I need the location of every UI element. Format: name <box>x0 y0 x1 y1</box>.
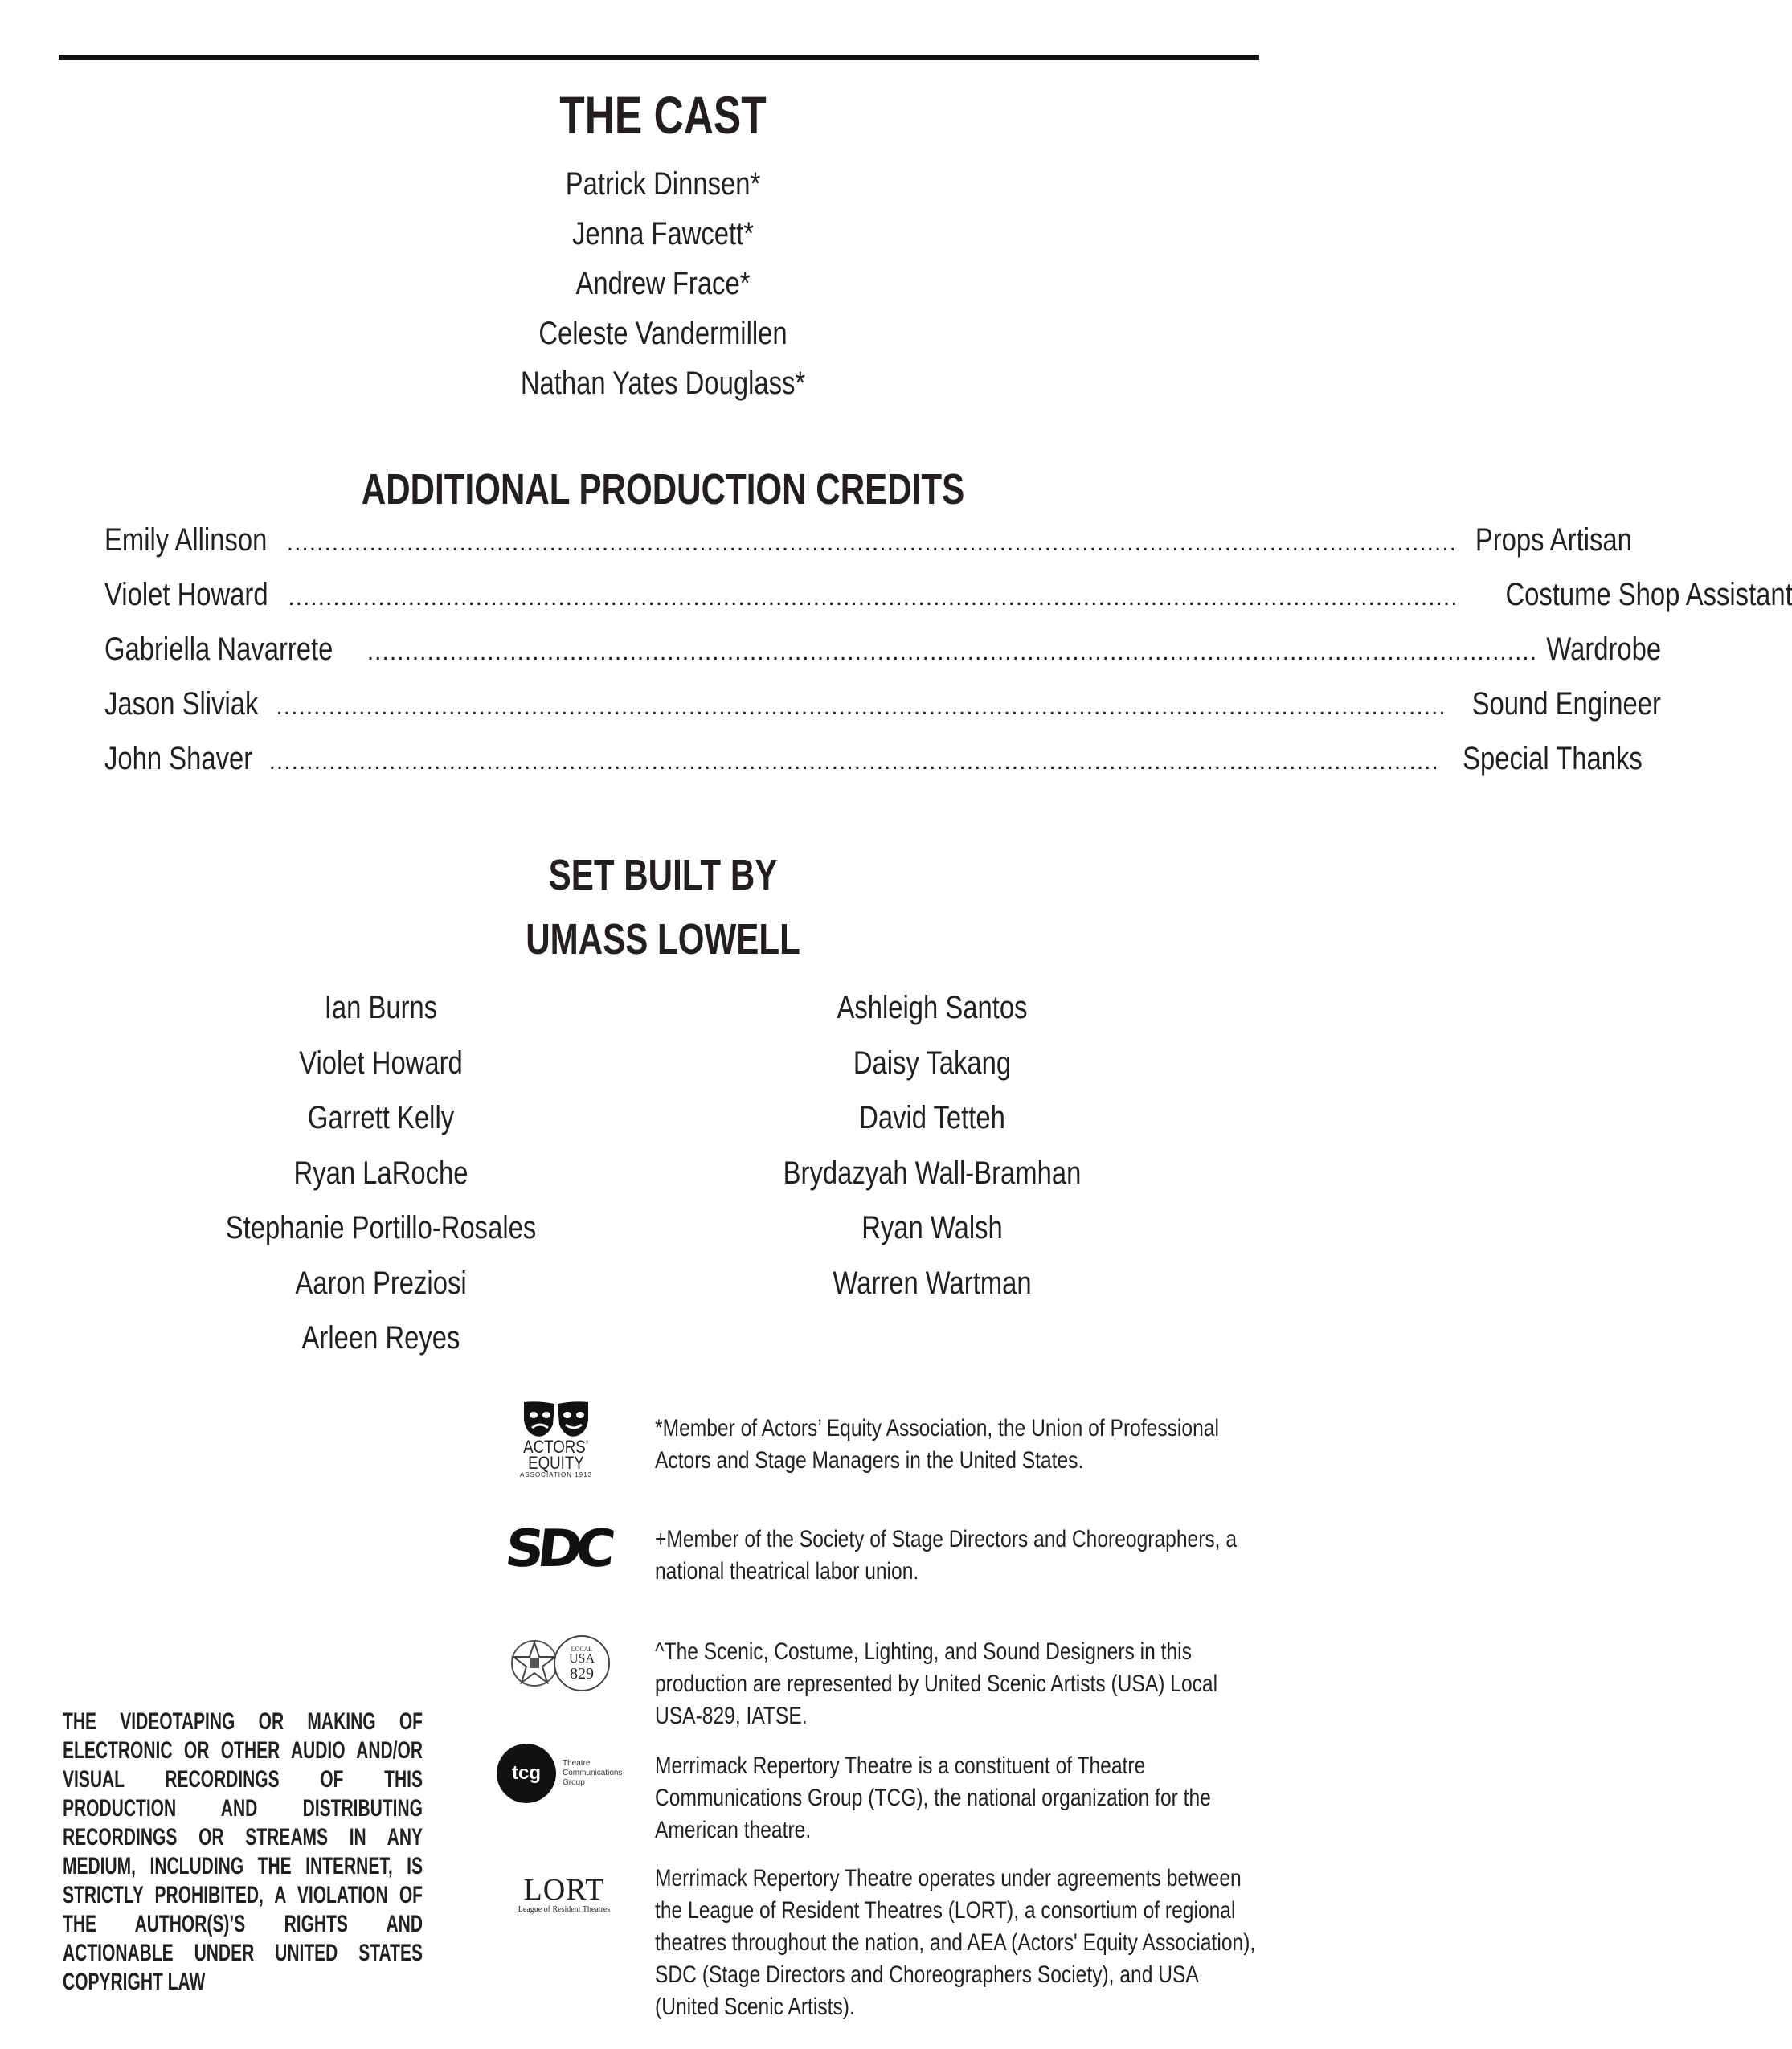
credit-row <box>104 632 1662 686</box>
cast-section-title: THE CAST <box>559 85 767 145</box>
crew-member: Daisy Takang <box>853 1045 1012 1081</box>
actors-equity-logo: ACTORS' EQUITY ASSOCIATION 1913 <box>500 1397 612 1483</box>
cast-member: Andrew Frace* <box>575 266 751 301</box>
tcg-mark: tcg <box>497 1744 556 1803</box>
set-built-title: SET BUILT BY <box>548 851 778 899</box>
set-crew-left-column <box>140 980 622 1366</box>
dot-leader: ............................................................................................................................................................ <box>286 530 1458 556</box>
credit-name: Gabriella Navarrete <box>104 632 333 667</box>
credit-name: Jason Sliviak <box>104 686 259 722</box>
set-crew-right-column <box>691 980 1173 1311</box>
cast-member: Nathan Yates Douglass* <box>520 366 806 401</box>
dot-leader: ............................................................................................................................................................ <box>288 584 1459 611</box>
sdc-note: +Member of the Society of Stage Directors and Choreographers, a national theatrical labor union. <box>655 1526 1238 1585</box>
aea-note: *Member of Actors’ Equity Association, the Union of Professional Actors and Stage Managers in the United States. <box>655 1415 1219 1474</box>
theatre-masks-icon <box>522 1401 590 1439</box>
credit-role: Costume Shop Assistant <box>1504 577 1792 612</box>
tcg-note: Merrimack Repertory Theatre is a constituent of Theatre Communications Group (TCG), the national organization for the American theatre. <box>655 1752 1211 1843</box>
credit-row <box>104 577 1792 632</box>
credit-role: Props Artisan <box>1475 522 1632 558</box>
crew-member: Ryan LaRoche <box>293 1155 468 1191</box>
sdc-logo: SDC <box>501 1519 612 1579</box>
iatse-emblem-icon <box>509 1638 560 1689</box>
credit-name: Emily Allinson <box>104 522 268 558</box>
crew-member: Arleen Reyes <box>301 1320 460 1356</box>
crew-member: Violet Howard <box>299 1045 463 1081</box>
crew-member: Warren Wartman <box>833 1265 1032 1301</box>
crew-member: Ian Burns <box>324 990 438 1025</box>
crew-member: Garrett Kelly <box>307 1100 455 1135</box>
lort-logo: LORT League of Resident Theatres <box>518 1873 611 1914</box>
crew-member: Ashleigh Santos <box>837 990 1028 1025</box>
cast-list <box>0 159 1326 408</box>
usa-829-badge: LOCAL USA 829 <box>554 1635 610 1691</box>
dot-leader: ............................................................................................................................................................ <box>268 748 1439 775</box>
credit-row <box>104 741 1643 795</box>
crew-member: David Tetteh <box>859 1100 1005 1135</box>
set-built-subtitle: UMASS LOWELL <box>526 915 800 963</box>
top-rule <box>59 55 1259 60</box>
credit-role: Special Thanks <box>1462 741 1643 776</box>
crew-member: Brydazyah Wall-Bramhan <box>783 1155 1082 1191</box>
cast-member: Celeste Vandermillen <box>538 316 788 351</box>
cast-member: Jenna Fawcett* <box>571 216 755 252</box>
usa-829-logo <box>503 1631 616 1695</box>
usa-note: ^The Scenic, Costume, Lighting, and Sound Designers in this production are represented by United Scenic Artists (USA) Local USA-829, IATSE. <box>655 1638 1218 1729</box>
credit-role: Wardrobe <box>1546 632 1662 667</box>
crew-member: Ryan Walsh <box>861 1210 1003 1245</box>
lort-note: Merrimack Repertory Theatre operates under agreements between the League of Resident Theatres (LORT), a consortium of regional theatres throughout the nation, and AEA (Actors' Equity Association), SDC (Stage Directors and Choreographers Society), and USA (United Scenic Artists). <box>655 1865 1256 2020</box>
additional-credits-title: ADDITIONAL PRODUCTION CREDITS <box>361 465 965 513</box>
crew-member: Stephanie Portillo-Rosales <box>225 1210 537 1245</box>
additional-credits-list <box>104 522 1792 795</box>
credit-name: John Shaver <box>104 741 253 776</box>
credit-row <box>104 686 1661 741</box>
cast-member: Patrick Dinnsen* <box>565 166 761 202</box>
recording-disclaimer: THE VIDEOTAPING OR MAKING OF ELECTRONIC OR OTHER AUDIO AND/OR VISUAL RECORDINGS OF THIS PRODUCTION AND DISTRIBUTING RECORDINGS OR STREAMS IN ANY MEDIUM, INCLUDING THE INTERNET, IS STRICTLY PROHIBITED, A VIOLATION OF THE AUTHOR(S)’S RIGHTS AND ACTIONABLE UNDER UNITED STATES COPYRIGHT LAW <box>63 1708 423 1995</box>
crew-member: Aaron Preziosi <box>295 1265 467 1301</box>
credit-role: Sound Engineer <box>1471 686 1661 722</box>
tcg-logo: tcg Theatre Communications Group <box>497 1744 625 1803</box>
credit-name: Violet Howard <box>104 577 268 612</box>
credit-row <box>104 522 1632 577</box>
dot-leader: ............................................................................................................................................................ <box>366 639 1538 665</box>
dot-leader: ............................................................................................................................................................ <box>276 693 1446 720</box>
